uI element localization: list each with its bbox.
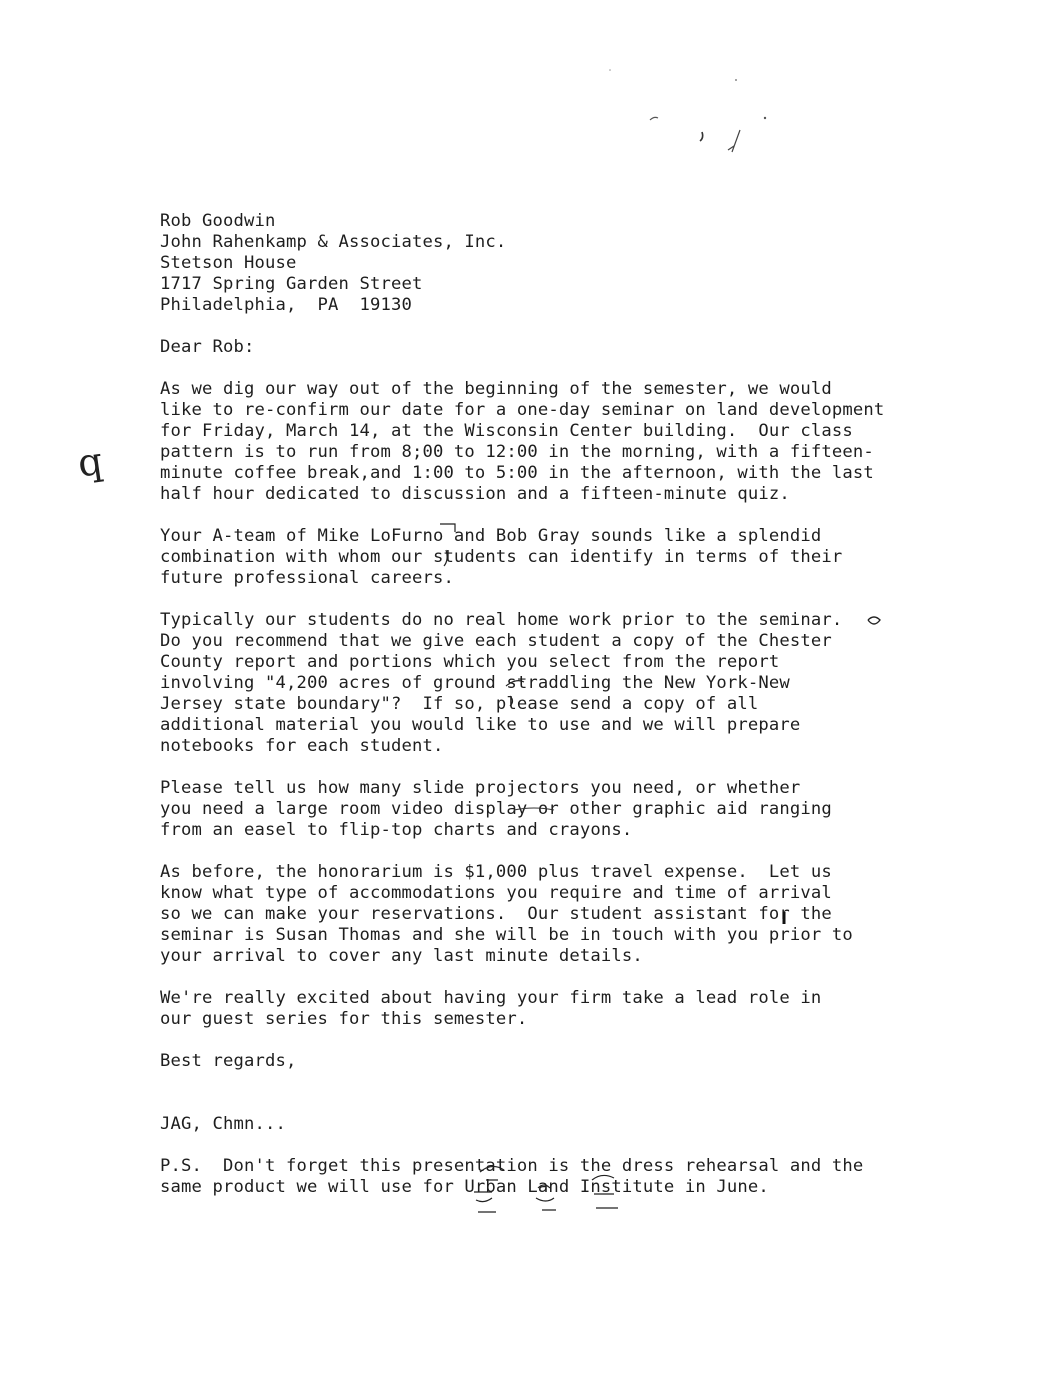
paragraph-line: Typically our students do no real home work prior to the seminar. (160, 610, 843, 630)
paragraph-line: know what type of accommodations you require and time of arrival (160, 883, 832, 903)
closing: Best regards, (160, 1051, 297, 1071)
paragraph-line: pattern is to run from 8;00 to 12:00 in the morning, with a fifteen- (160, 442, 874, 462)
paragraph-line: you need a large room video display or other graphic aid ranging (160, 799, 832, 819)
paragraph-line: We're really excited about having your firm take a lead role in (160, 988, 822, 1008)
paragraph-line: combination with whom our students can identify in terms of their (160, 547, 843, 567)
paragraph-line: half hour dedicated to discussion and a fifteen-minute quiz. (160, 484, 790, 504)
paragraph-line: your arrival to cover any last minute details. (160, 946, 643, 966)
paragraph-line: for Friday, March 14, at the Wisconsin Center building. Our class (160, 421, 853, 441)
signature: JAG, Chmn... (160, 1114, 286, 1134)
recipient-building: Stetson House (160, 253, 297, 273)
paragraph-line: Please tell us how many slide projectors you need, or whether (160, 778, 801, 798)
paragraph-line: Your A-team of Mike LoFurno and Bob Gray sounds like a splendid (160, 526, 822, 546)
paragraph-line: future professional careers. (160, 568, 454, 588)
paragraph-line: notebooks for each student. (160, 736, 444, 756)
paragraph-line: As we dig our way out of the beginning of the semester, we would (160, 379, 832, 399)
recipient-company: John Rahenkamp & Associates, Inc. (160, 232, 507, 252)
recipient-name: Rob Goodwin (160, 211, 276, 231)
paragraph-line: involving "4,200 acres of ground straddling the New York-New (160, 673, 790, 693)
recipient-address (160, 211, 920, 316)
paragraph-line: Jersey state boundary"? If so, please send a copy of all (160, 694, 759, 714)
paragraph-line: so we can make your reservations. Our student assistant for the (160, 904, 832, 924)
paragraph-line: minute coffee break,and 1:00 to 5:00 in the afternoon, with the last (160, 463, 874, 483)
paragraph-line: seminar is Susan Thomas and she will be in touch with you prior to (160, 925, 853, 945)
margin-handwritten-mark: q (75, 438, 106, 486)
postscript-line: P.S. Don't forget this presentation is the dress rehearsal and the (160, 1156, 864, 1176)
postscript-line: same product we will use for Urban Land Institute in June. (160, 1177, 769, 1197)
paragraph-line: Do you recommend that we give each student a copy of the Chester (160, 631, 832, 651)
paragraph-line: from an easel to flip-top charts and crayons. (160, 820, 633, 840)
paragraph-seminar-date (160, 379, 920, 505)
paragraph-line: As before, the honorarium is $1,000 plus travel expense. Let us (160, 862, 832, 882)
paragraph-line: like to re-confirm our date for a one-day seminar on land development (160, 400, 885, 420)
recipient-street: 1717 Spring Garden Street (160, 274, 423, 294)
top-right-ink-specks (590, 60, 790, 170)
salutation: Dear Rob: (160, 337, 255, 357)
paragraph-line: our guest series for this semester. (160, 1009, 528, 1029)
paragraph-line: additional material you would like to use and we will prepare (160, 715, 801, 735)
annotation-scribbles (440, 520, 900, 1240)
recipient-city: Philadelphia, PA 19130 (160, 295, 412, 315)
paragraph-line: County report and portions which you select from the report (160, 652, 780, 672)
